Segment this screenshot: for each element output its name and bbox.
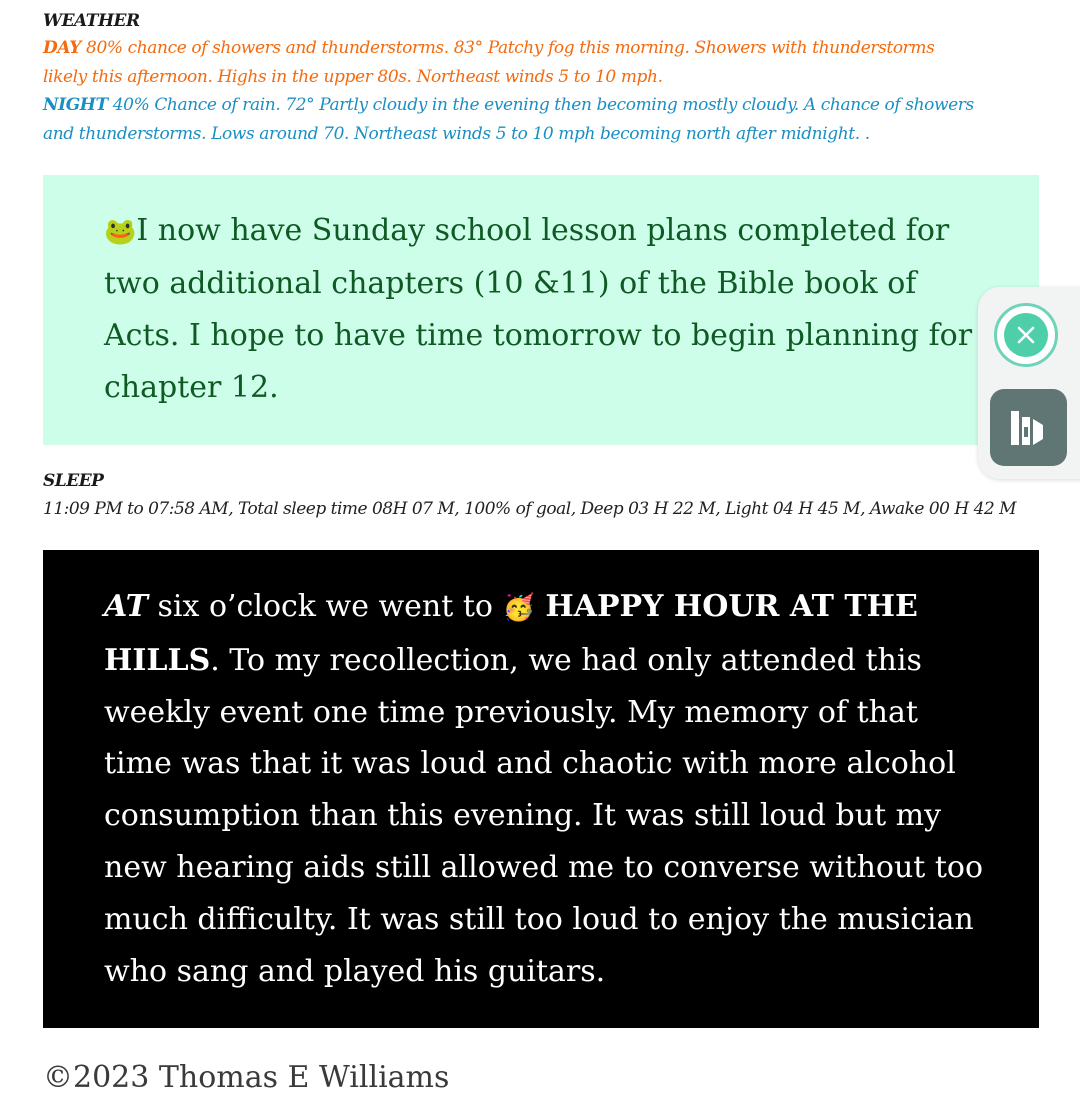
night-text: 40% Chance of rain. 72° Partly cloudy in the evening then becoming mostly cloudy. A chance of showers and thunderstorms. Lows around 70. Northeast winds 5 to 10 mph becoming north after midnight. . — [43, 95, 974, 144]
story-part2: . To my recollection, we had only attended this weekly event one time previously. My memory of that time was that it was loud and chaotic with more alcohol consumption than this evening. It was still loud but my new hearing aids still allowed me to converse without too much difficulty. It was still too loud to enjoy the musician who sang and played his guitars. — [104, 642, 984, 989]
party-icon: 🥳 — [502, 593, 535, 623]
app-launcher-button[interactable] — [990, 389, 1067, 466]
story-text-block — [104, 581, 984, 997]
day-text: 80% chance of showers and thunderstorms. 83° Patchy fog this morning. Showers with thunderstorms likely this afternoon. Highs in the upper 80s. Northeast winds 5 to 10 mph. — [43, 38, 935, 87]
copyright: ©2023 Thomas E Williams — [43, 1060, 450, 1095]
note-text: I now have Sunday school lesson plans completed for two additional chapters (10 &11) of the Bible book of Acts. I hope to have time tomorrow to begin planning for chapter 12. — [104, 213, 973, 405]
close-icon — [1004, 313, 1048, 357]
day-forecast — [43, 34, 983, 91]
sleep-heading: SLEEP — [43, 471, 104, 491]
app-launcher-icon — [1006, 405, 1052, 451]
story-lead: AT — [104, 589, 148, 624]
weather-section — [43, 8, 983, 148]
sleep-section — [43, 468, 1043, 524]
night-forecast — [43, 91, 983, 148]
story-part1: six o’clock we went to — [147, 589, 503, 624]
sleep-text: 11:09 PM to 07:58 AM, Total sleep time 08H 07 M, 100% of goal, Deep 03 H 22 M, Light 04 H 45 M, Awake 00 H 42 M — [43, 499, 1017, 519]
night-label: NIGHT — [43, 95, 108, 115]
day-label: DAY — [43, 38, 82, 58]
frog-icon: 🐸 — [104, 217, 137, 247]
close-button[interactable] — [994, 303, 1058, 367]
weather-heading: WEATHER — [43, 11, 140, 31]
note-text-block — [104, 205, 984, 414]
event-name: HAPPY HOUR AT THE HILLS — [104, 589, 918, 678]
